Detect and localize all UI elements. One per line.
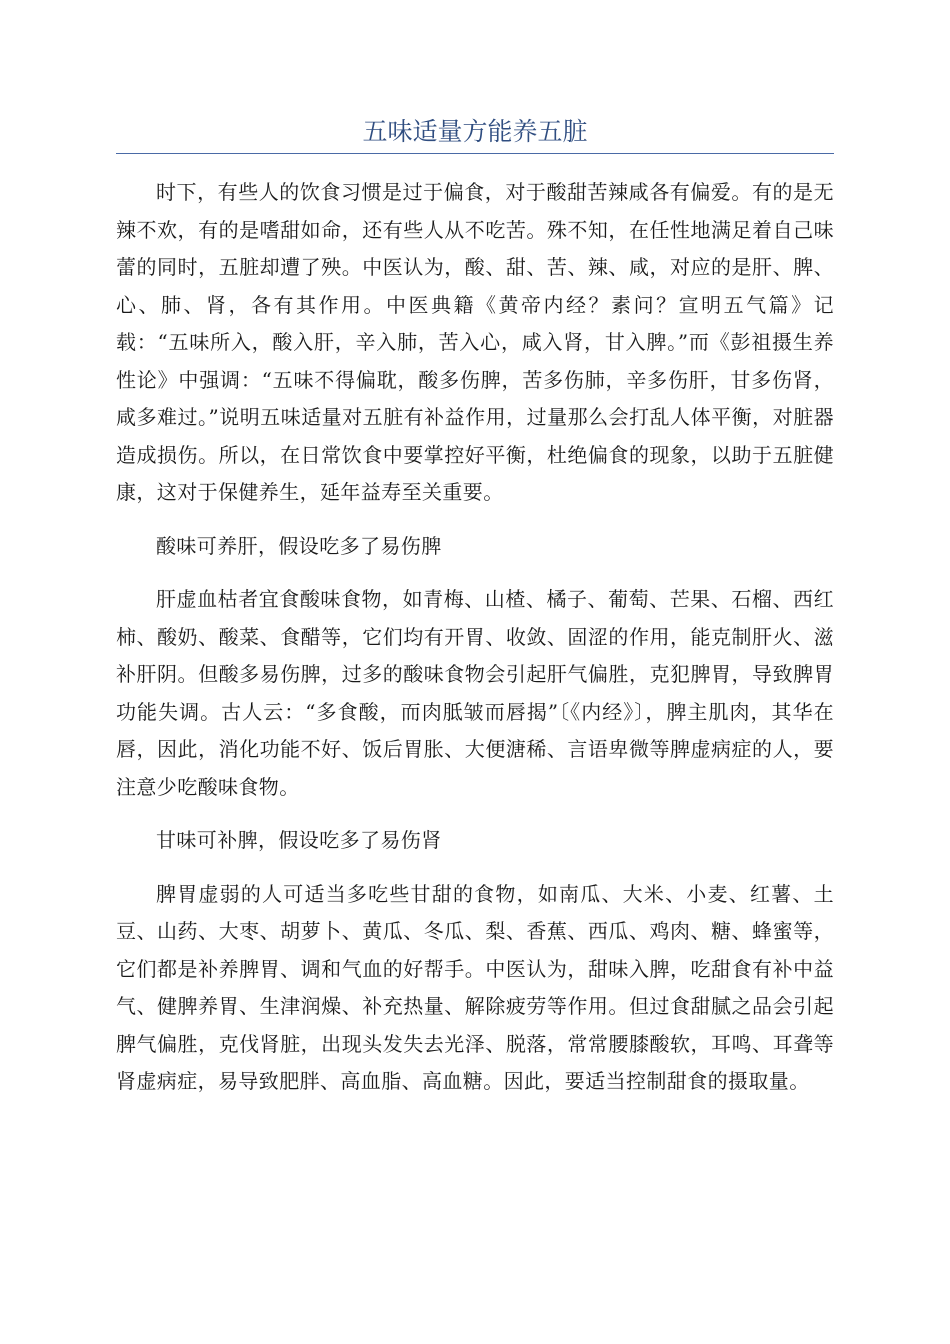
document-body (116, 174, 834, 1117)
section-heading-sour: 酸味可养肝，假设吃多了易伤脾 (156, 533, 442, 558)
section-heading-sweet: 甘味可补脾，假设吃多了易伤肾 (156, 828, 442, 852)
document-title: 五味适量方能养五脏 (362, 117, 588, 146)
intro-paragraph: 时下，有些人的饮食习惯是过于偏食，对于酸甜苦辣咸各有偏爱。有的是无辣不欢，有的是嗜甜如命，还有些人从不吃苦。殊不知，在任性地满足着自己味蕾的同时，五脏却遭了殃。中医认为，酸、甜、苦、辣、咸，对应的是肝、脾、心、肺、肾，各有其作用。中医典籍《黄帝内经？素问？宣明五气篇》记载：“五味所入，酸入肝，辛入肺，苦入心，咸入肾，甘入脾。”而《彭祖摄生养性论》中强调：“五味不得偏耽，酸多伤脾，苦多伤肺，辛多伤肝，甘多伤肾，咸多难过。”说明五味适量对五脏有补益作用，过量那么会打乱人体平衡，对脏器造成损伤。所以，在日常饮食中要掌控好平衡，杜绝偏食的现象，以助于五脏健康，这对于保健养生，延年益寿至关重要。 (116, 180, 834, 504)
sweet-paragraph: 脾胃虚弱的人可适当多吃些甘甜的食物，如南瓜、大米、小麦、红薯、土豆、山药、大枣、胡萝卜、黄瓜、冬瓜、梨、香蕉、西瓜、鸡肉、糖、蜂蜜等，它们都是补养脾胃、调和气血的好帮手。中医认为，甜味入脾，吃甜食有补中益气、健脾养胃、生津润燥、补充热量、解除疲劳等作用。但过食甜腻之品会引起脾气偏胜，克伐肾脏，出现头发失去光泽、脱落，常常腰膝酸软，耳鸣、耳聋等肾虚病症，易导致肥胖、高血脂、高血糖。因此，要适当控制甜食的摄取量。 (116, 881, 834, 1093)
sour-paragraph: 肝虚血枯者宜食酸味食物，如青梅、山楂、橘子、葡萄、芒果、石榴、西红柿、酸奶、酸菜、食醋等，它们均有开胃、收敛、固涩的作用，能克制肝火、滋补肝阴。但酸多易伤脾，过多的酸味食物会引起肝气偏胜，克犯脾胃，导致脾胃功能失调。古人云：“多食酸，而肉胝皱而唇揭”〔《内经》〕，脾主肌肉，其华在唇，因此，消化功能不好、饭后胃胀、大便溏稀、言语卑微等脾虚病症的人，要注意少吃酸味食物。 (116, 587, 834, 799)
title-underline (116, 153, 834, 154)
